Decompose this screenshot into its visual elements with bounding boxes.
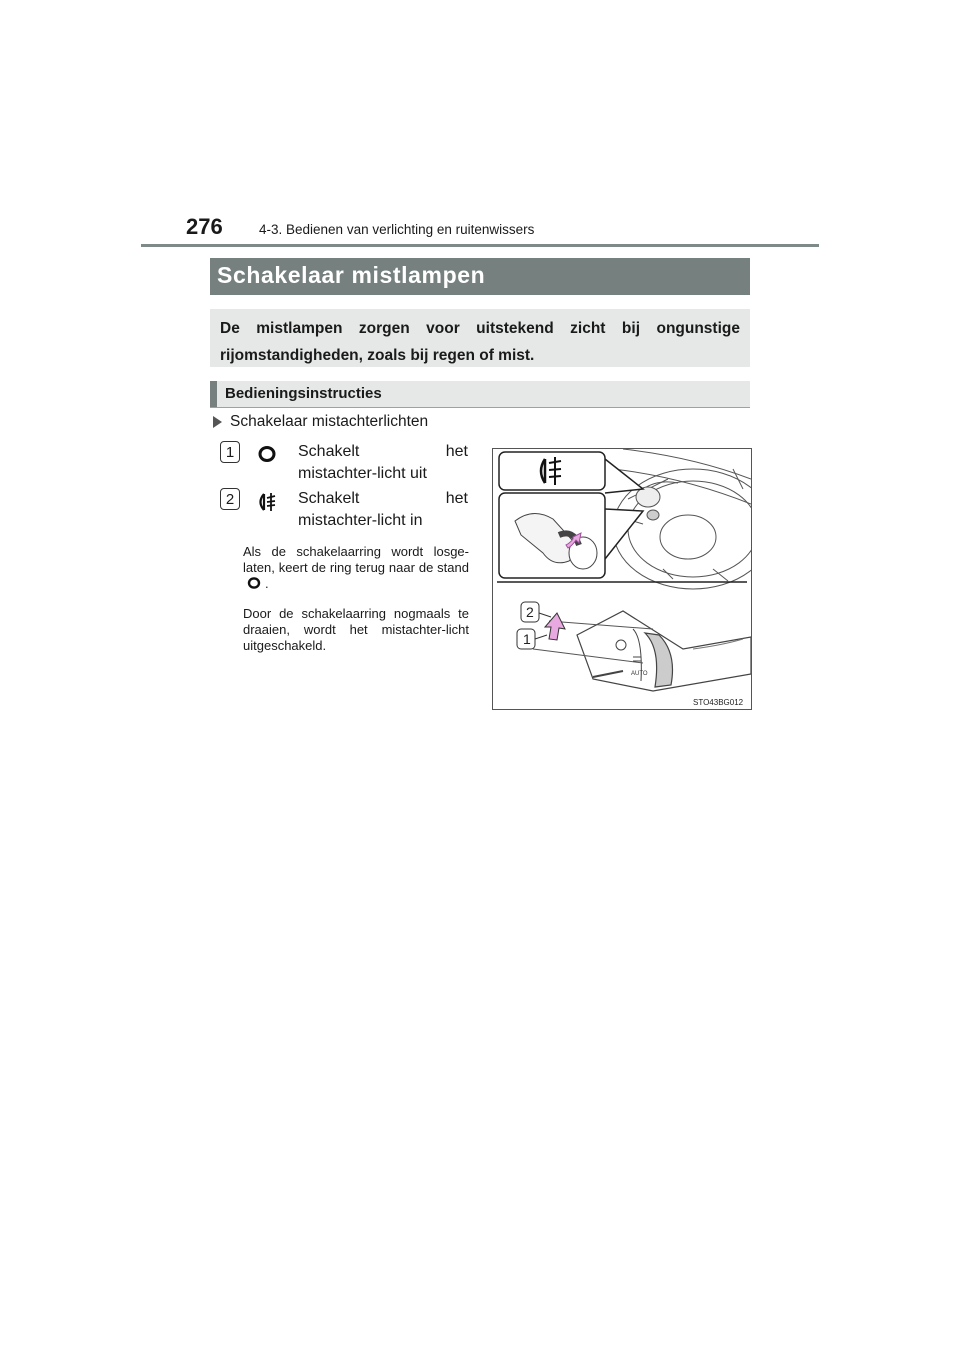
- section-heading-bar: [210, 381, 750, 408]
- callout-number-1: 1: [523, 631, 531, 647]
- figure-code: STO43BG012: [693, 698, 744, 707]
- item-number: 1: [220, 441, 240, 463]
- triangle-bullet-icon: [213, 416, 222, 428]
- fog-light-off-icon: [256, 444, 278, 464]
- icon-callout: [499, 452, 643, 493]
- page-title-bar: [210, 258, 750, 295]
- hand-callout: [499, 493, 643, 578]
- sub-heading-text: Schakelaar mistachterlichten: [230, 413, 429, 430]
- note-off: Door de schakelaarring nogmaals te draaien, wordt het mistachter-licht uitgeschakeld.: [243, 606, 469, 653]
- direction-arrow: [545, 613, 565, 640]
- item-text: Schakelt het mistachter-licht uit: [298, 443, 468, 482]
- intro-text: De mistlampen zorgen voor uitstekend zicht bij ongunstige rijomstandigheden, zoals bij regen of mist.: [220, 320, 740, 364]
- section-marker: [210, 381, 217, 407]
- stalk-drawing: [533, 611, 751, 691]
- illustration-drawing: [493, 449, 751, 709]
- note-return: [243, 544, 469, 592]
- sub-heading: [213, 413, 428, 431]
- callout-2: [521, 602, 551, 622]
- item-number: 2: [220, 488, 240, 510]
- chapter-header: 4-3. Bedienen van verlichting en ruitenwissers: [259, 222, 535, 237]
- rear-fog-light-icon: [255, 490, 279, 514]
- auto-label: AUTO: [631, 671, 648, 677]
- note-return-text: Als de schakelaarring wordt losge-laten, keert de ring terug naar de stand: [243, 544, 469, 575]
- page-title: Schakelaar mistlampen: [217, 262, 486, 288]
- callout-number-2: 2: [526, 604, 534, 620]
- item-text: Schakelt het mistachter-licht in: [298, 490, 468, 529]
- callout-1: [517, 629, 547, 649]
- page-number: 276: [186, 214, 223, 239]
- intro-box: [210, 309, 750, 367]
- note-return-end: .: [265, 576, 269, 591]
- header-rule: [141, 244, 819, 247]
- fog-light-off-icon: [246, 576, 262, 590]
- switch-illustration: [492, 448, 752, 710]
- section-heading: Bedieningsinstructies: [225, 385, 382, 402]
